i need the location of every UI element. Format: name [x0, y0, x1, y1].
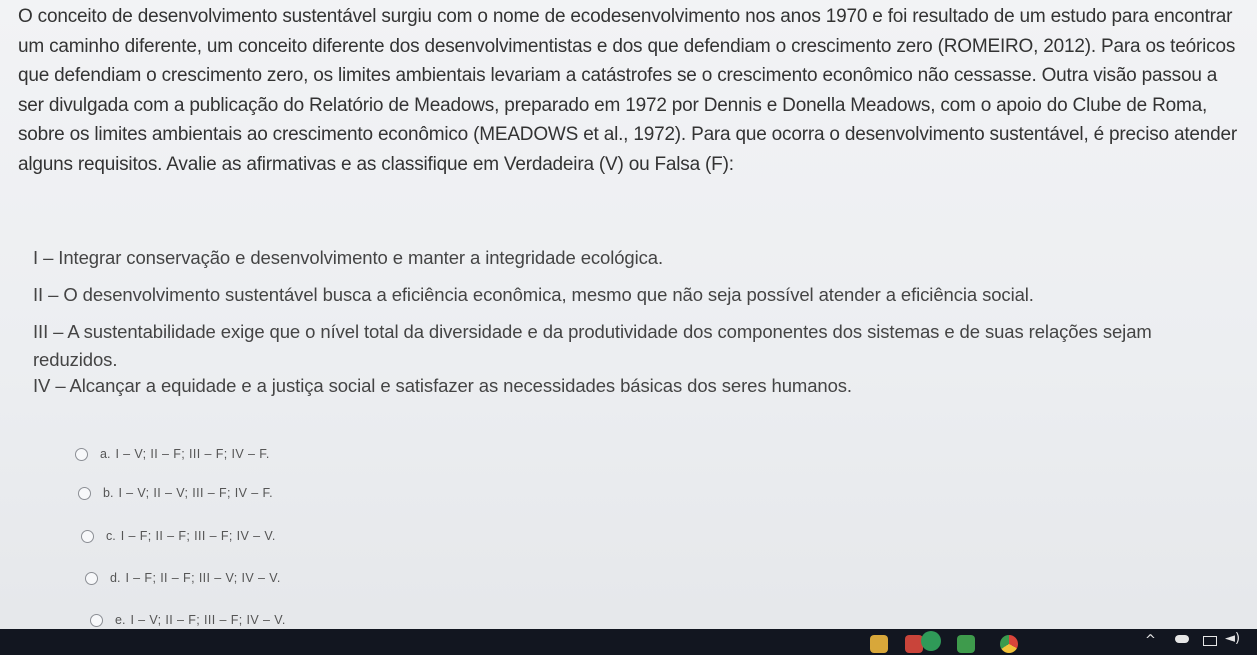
app-icon-yellow[interactable] — [870, 635, 888, 653]
statement-2: II – O desenvolvimento sustentável busca a eficiência econômica, mesmo que não seja possível atender a eficiência social. — [33, 284, 1034, 305]
answer-option-a[interactable] — [75, 447, 270, 461]
option-text: I – V; II – F; III – F; IV – F. — [115, 447, 270, 461]
statement-3: III – A sustentabilidade exige que o nível total da diversidade e da produtividade dos componentes dos sistemas e de suas relações sejam reduzidos. — [33, 321, 1152, 370]
app-icon-green-cat[interactable] — [957, 635, 975, 653]
option-text: I – F; II – F; III – F; IV – V. — [120, 529, 276, 543]
statement-1: I – Integrar conservação e desenvolvimento e manter a integridade ecológica. — [33, 247, 664, 268]
answer-option-b[interactable] — [78, 486, 273, 500]
option-letter: d. — [110, 571, 121, 585]
display-icon[interactable] — [1203, 636, 1217, 646]
answer-option-d[interactable] — [85, 571, 281, 585]
option-letter: e. — [115, 613, 126, 627]
radio-button[interactable] — [85, 572, 98, 585]
cloud-icon[interactable] — [1175, 635, 1189, 643]
statement-4: IV – Alcançar a equidade e a justiça social e satisfazer as necessidades básicas dos seres humanos. — [33, 375, 852, 396]
option-letter: a. — [100, 447, 111, 461]
radio-button[interactable] — [75, 448, 88, 461]
option-text: I – V; II – F; III – F; IV – V. — [130, 613, 286, 627]
option-text: I – V; II – V; III – F; IV – F. — [118, 486, 274, 500]
answer-option-c[interactable] — [81, 529, 276, 543]
taskbar — [0, 629, 1257, 655]
radio-button[interactable] — [81, 530, 94, 543]
answer-option-e[interactable] — [90, 613, 286, 627]
option-letter: b. — [103, 486, 114, 500]
option-text: I – F; II – F; III – V; IV – V. — [125, 571, 281, 585]
app-icon-chrome[interactable] — [1000, 635, 1018, 653]
app-icon-green[interactable] — [921, 631, 941, 651]
radio-button[interactable] — [78, 487, 91, 500]
radio-button[interactable] — [90, 614, 103, 627]
option-letter: c. — [106, 529, 116, 543]
volume-icon[interactable]: ◄) — [1225, 631, 1241, 646]
chevron-up-icon[interactable]: ^ — [1145, 633, 1156, 648]
question-paragraph: O conceito de desenvolvimento sustentável surgiu com o nome de ecodesenvolvimento nos anos 1970 e foi resultado de um estudo para encontrar um caminho diferente, um conceito diferente dos desenvolvimentistas e dos que defendiam o crescimento zero (ROMEIRO, 2012). Para os teóricos que defendiam o crescimento zero, os limites ambientais levariam a catástrofes se o crescimento econômico não cessasse. Outra visão passou a ser divulgada com a publicação do Relatório de Meadows, preparado em 1972 por Dennis e Donella Meadows, com o apoio do Clube de Roma, sobre os limites ambientais ao crescimento econômico (MEADOWS et al., 1972). Para que ocorra o desenvolvimento sustentável, é preciso atender alguns requisitos. Avalie as afirmativas e as classifique em Verdadeira (V) ou Falsa (F): — [18, 6, 1238, 175]
